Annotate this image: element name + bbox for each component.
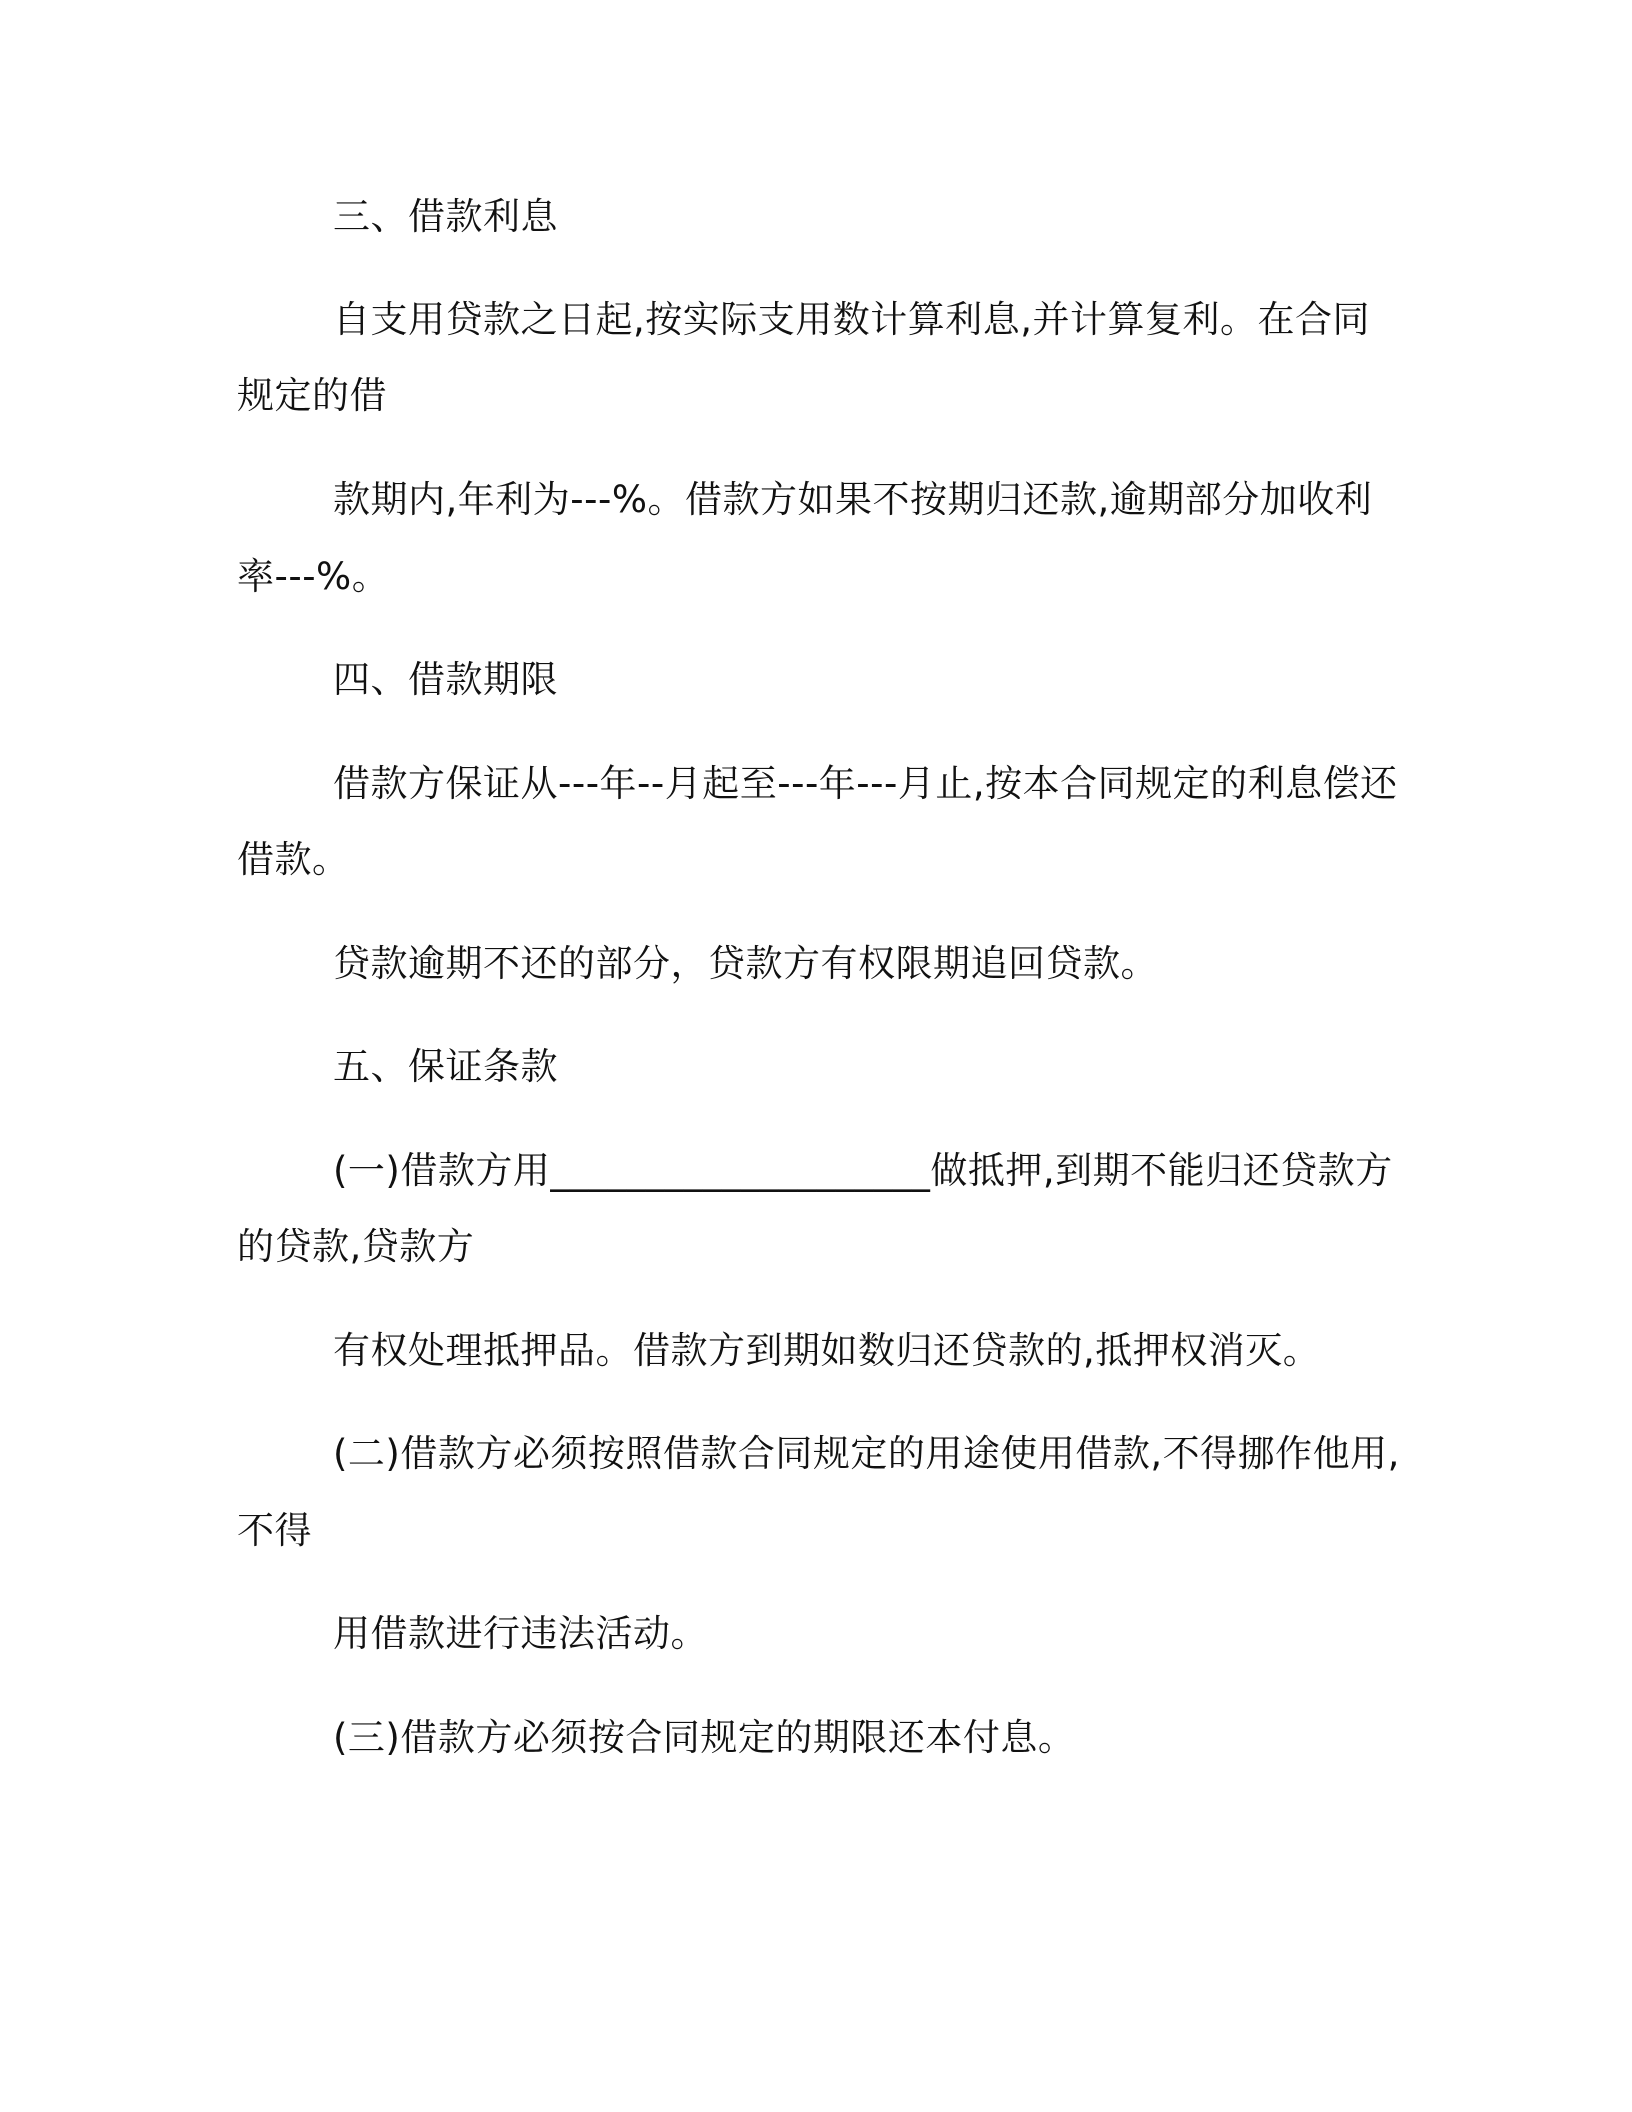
paragraph-line: 不得: [237, 1509, 312, 1552]
paragraph-line: (三)借款方必须按合同规定的期限还本付息。: [333, 1716, 1076, 1759]
paragraph-line: 自支用贷款之日起,按实际支用数计算利息,并计算复利。在合同: [333, 298, 1371, 341]
heading-guarantee-clause: 五、保证条款: [333, 1045, 558, 1088]
paragraph-line: (一)借款方用____________________做抵押,到期不能归还贷款方: [333, 1149, 1393, 1192]
paragraph-line: 有权处理抵押品。借款方到期如数归还贷款的,抵押权消灭。: [333, 1329, 1321, 1372]
paragraph-line: 款期内,年利为---%。借款方如果不按期归还款,逾期部分加收利: [333, 478, 1373, 521]
paragraph-line: 贷款逾期不还的部分，贷款方有权限期追回贷款。: [333, 942, 1158, 985]
paragraph-line: (二)借款方必须按照借款合同规定的用途使用借款,不得挪作他用,: [333, 1432, 1400, 1475]
paragraph-line: 借款方保证从---年--月起至---年---月止,按本合同规定的利息偿还: [333, 762, 1398, 805]
paragraph-line: 用借款进行违法活动。: [333, 1612, 708, 1655]
heading-loan-interest: 三、借款利息: [333, 195, 558, 238]
heading-loan-term: 四、借款期限: [333, 658, 558, 701]
paragraph-line: 借款。: [237, 838, 350, 881]
paragraph-line: 规定的借: [237, 374, 387, 417]
paragraph-line: 的贷款,贷款方: [237, 1225, 475, 1268]
paragraph-line: 率---%。: [237, 555, 390, 598]
